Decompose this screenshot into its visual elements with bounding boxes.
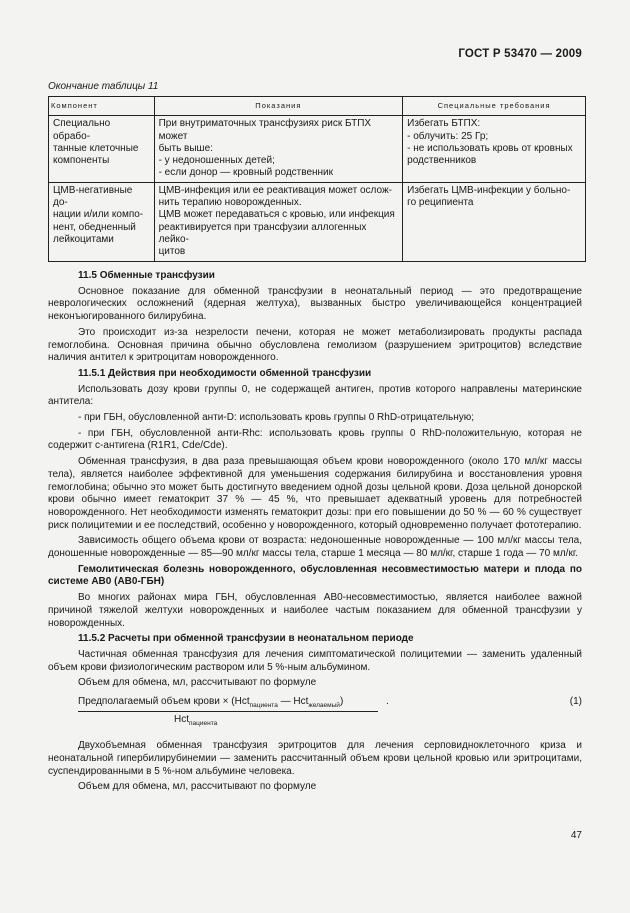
cell-line: цитов [158,246,186,258]
cell-line: Избегать ЦМВ-инфекции у больно- [407,184,571,196]
table-header-row [49,97,586,116]
table-row [49,116,586,182]
paragraph: Объем для обмена, мл, рассчитывают по формуле [78,677,317,689]
table-caption: Окончание таблицы 11 [48,81,159,92]
cell-line: Специально обрабо- [53,118,111,142]
subsection-title: 11.5.1 Действия при необходимости обменной трансфузии [78,367,372,379]
cell-line: компоненты [53,155,110,167]
formula-number: (1) [569,696,582,708]
cell-line: танные клеточные [53,142,139,154]
fraction-bar [78,711,378,712]
cell-line: лейкоцитами [53,233,114,245]
paragraph: Во многих районах мира ГБН, обусловленная АВ0-несовместимостью, является наиболее важной причиной тяжелой желтухи новорожденных и наиболее частым показанием для обменной трансфузии у новорожденных. [48,592,582,629]
section-title: 11.5 Обменные трансфузии [78,270,215,281]
cell-line: Избегать БТПХ: [407,118,481,130]
paragraph: Использовать дозу крови группы 0, не содержащей антиген, против которого направлены материнские антитела: [48,383,582,408]
paragraph: - при ГБН, обусловленной анти-Rhc: использовать кровь группы 0 RhD-положительную, которая не содержит с-антигена (R1R1, Cde/Cde). [48,427,582,452]
paragraph: Зависимость общего объема крови от возраста: недоношенные новорожденные — 100 мл/кг массы тела, доношенные новорожденные — 85—90 мл/кг массы тела, старше 1 месяца — 80 мл/кг, старше 1 года — 70 мл/кг. [48,535,582,560]
formula-text: — Hct [277,696,309,708]
table-cell-indications [154,182,403,261]
table-row [49,182,586,261]
formula-text: Предполагаемый объем крови × (Hct [78,696,250,708]
formula-denominator [174,714,217,731]
paragraph: Основное показание для обменной трансфузии в неонатальный период — это предотвращение неврологических осложнений (ядерная желтуха), вызванных быстро увеличивающейся концентрацией неконъюгированного билирубина. [48,285,582,323]
column-header-requirements: Специальные требования [403,97,586,116]
formula-text: Hct [174,714,189,726]
indications-table [48,96,586,262]
paragraph: Объем для обмена, мл, рассчитывают по формуле [78,781,317,793]
table-cell-component [49,182,155,261]
cell-line: родственников [407,155,477,167]
table-cell-component [49,116,155,182]
cell-line: - если донор — кровный родственник [158,167,334,179]
table-cell-indications [154,116,403,182]
cell-line: нить терапию новорожденных. [158,197,302,209]
cell-line: ЦМВ-инфекция или ее реактивация может ослож- [158,184,392,196]
formula-subscript: желаемый [308,702,340,710]
formula-text: ) [339,696,344,708]
paragraph: Частичная обменная трансфузия для лечения симптоматической полицитемии — заменить удаленный объем крови физиологическим раствором или 5 %-ным альбумином. [48,648,582,673]
cell-line: ЦМВ-негативные до- [53,184,133,209]
formula [48,694,582,734]
paragraph: Двухобъемная обменная трансфузия эритроцитов для лечения серповидноклеточного криза и неонатальной гипербилирубинемии — заменить рассчитанный объем крови цельной кровью или эритроцитами, суспендированными в 5 %-ном альбумине человека. [48,740,582,777]
subsection-title: 11.5.2 Расчеты при обменной трансфузии в неонатальном периоде [78,633,414,645]
cell-line: При внутриматочных трансфузиях риск БТПХ может [158,118,372,142]
bold-heading: Гемолитическая болезнь новорожденного, обусловленная несовместимостью матери и плода по системе АВ0 (АВ0-ГБН) [48,563,582,588]
cell-line: реактивируется при трансфузии аллогенных лейко- [158,221,367,245]
formula-subscript: пациента [189,720,218,728]
document-body [48,270,582,797]
table-cell-requirements [403,116,586,182]
table-cell-requirements [403,182,586,261]
cell-line: ЦМВ может передаваться с кровью, или инфекция [158,209,395,221]
cell-line: - облучить: 25 Гр; [407,130,489,142]
paragraph: Обменная трансфузия, в два раза превышающая объем крови новорожденного (около 170 мл/кг массы тела), является наиболее эффективной для уменьшения содержания билирубина и восстановления уровня гемоглобина; обычно это может быть достигнуто введением одной дозы цельной крови. Доза цельной донорской крови обычно имеет гематокрит 37 % — 45 %, что превышает адекватный уровень для потребностей новорожденного. Нет необходимости изменять гематокрит дозы: при его повышении до 50 % — 60 % существует риск полицитемии и ее последствий, особенно у новорожденного, который одновременно получает фототерапию. [48,456,582,531]
cell-line: - у недоношенных детей; [158,155,275,167]
cell-line: го реципиента [407,197,474,209]
cell-line: быть выше: [158,142,213,154]
column-header-component: Компонент [49,97,155,116]
column-header-indications: Показания [154,97,403,116]
paragraph: Это происходит из-за незрелости печени, которая не может метаболизировать продукты распада гемоглобина. Основная причина обычно обусловлена гемолизом (разрушением эритроцитов) вследствие наличия антител к эритроцитам новорожденного. [48,326,582,364]
cell-line: - не использовать кровь от кровных [407,142,573,154]
standard-header: ГОСТ Р 53470 — 2009 [458,48,582,60]
formula-dot: . [386,696,389,708]
cell-line: нент, обедненный [53,221,136,233]
page-number: 47 [570,830,582,841]
formula-subscript: пациента [249,702,278,710]
cell-line: нации и/или компо- [53,209,144,221]
paragraph: - при ГБН, обусловленной анти-D: использовать кровь группы 0 RhD-отрицательную; [78,412,475,424]
